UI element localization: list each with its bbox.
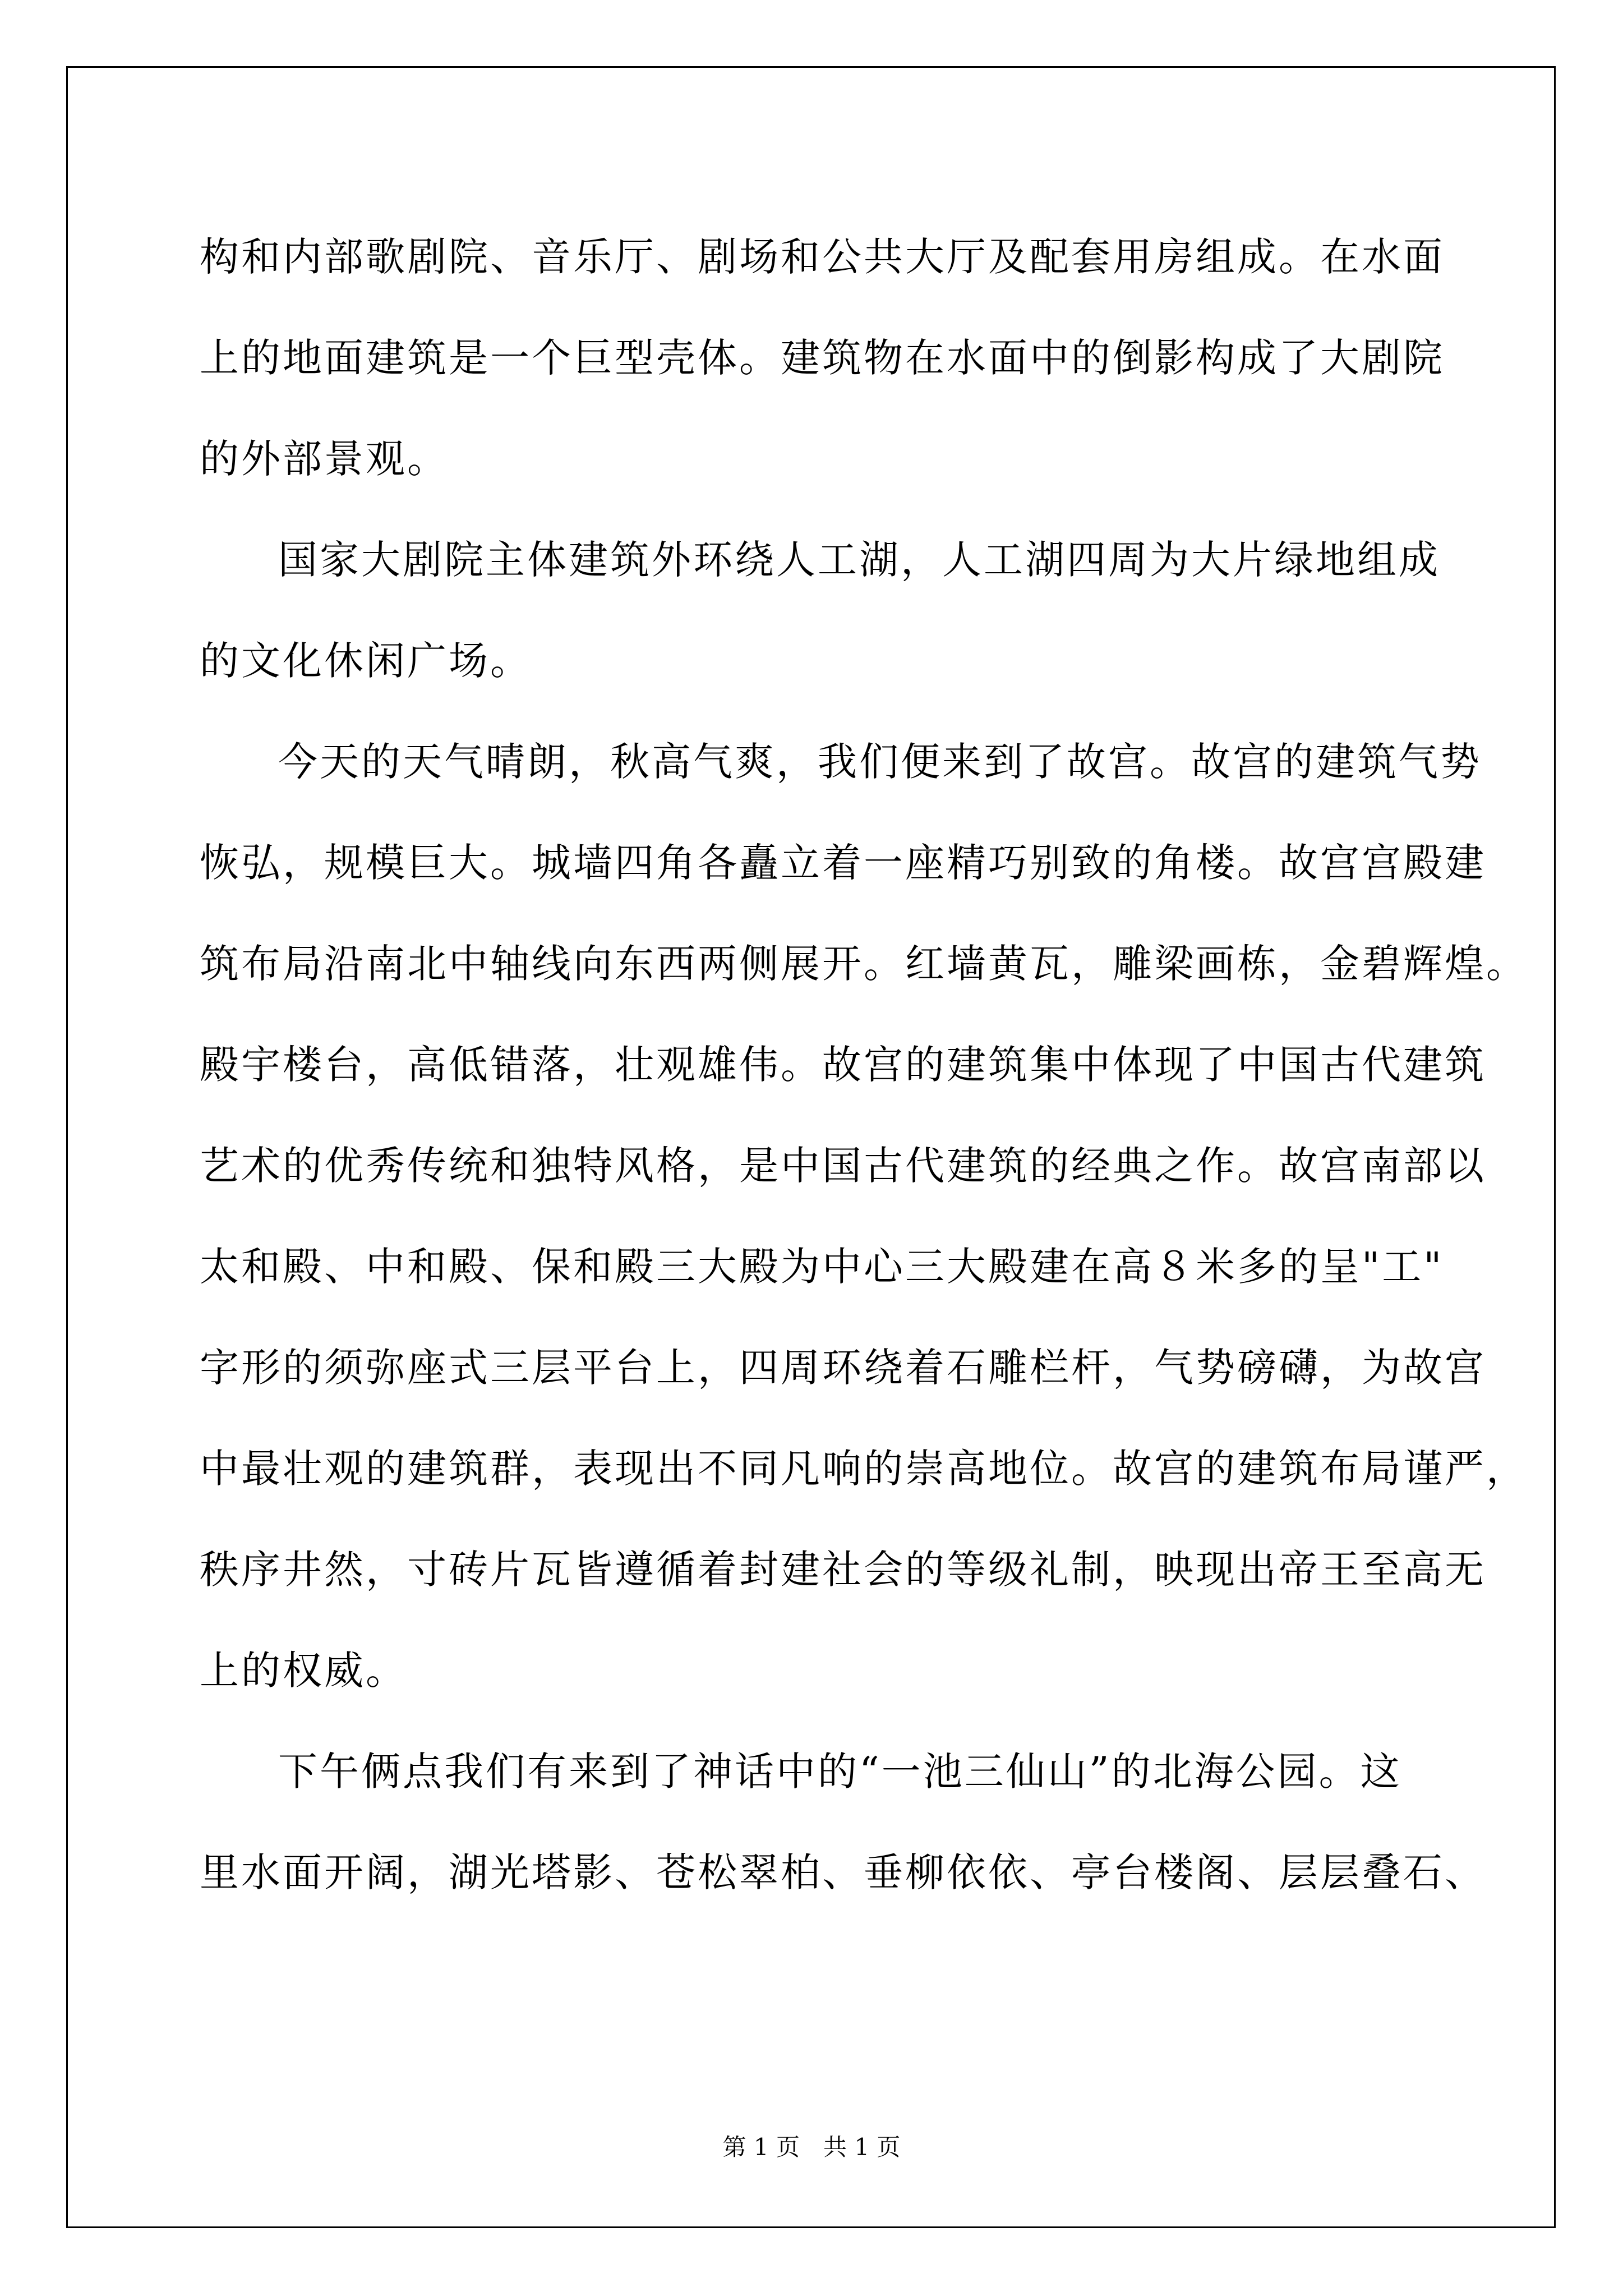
paragraph-3-line-7: 字形的须弥座式三层平台上，四周环绕着石雕栏杆，气势磅礴，为故宫 — [200, 1345, 1486, 1391]
paragraph-3-line-3: 筑布局沿南北中轴线向东西两侧展开。红墙黄瓦，雕梁画栋，金碧辉煌。 — [200, 941, 1528, 987]
paragraph-2-line-2: 的文化休闲广场。 — [200, 638, 532, 684]
document-body — [200, 206, 1528, 1923]
paragraph-3-line-2: 恢弘，规模巨大。城墙四角各矗立着一座精巧别致的角楼。故宫宫殿建 — [200, 840, 1486, 886]
paragraph-3-line-10: 上的权威。 — [200, 1648, 407, 1694]
paragraph-4-line-2: 里水面开阔，湖光塔影、苍松翠柏、垂柳依依、亭台楼阁、层层叠石、 — [200, 1849, 1486, 1895]
paragraph-3-line-9: 秩序井然，寸砖片瓦皆遵循着封建社会的等级礼制，映现出帝王至高无 — [200, 1547, 1486, 1593]
paragraph-1-line-1: 构和内部歌剧院、音乐厅、剧场和公共大厅及配套用房组成。在水面 — [200, 234, 1445, 280]
page-footer: 第 1 页 共 1 页 — [722, 2133, 901, 2161]
paragraph-3-line-8: 中最壮观的建筑群，表现出不同凡响的崇高地位。故宫的建筑布局谨严， — [200, 1446, 1528, 1492]
paragraph-1-line-2: 上的地面建筑是一个巨型壳体。建筑物在水面中的倒影构成了大剧院 — [200, 335, 1445, 381]
paragraph-3-line-5: 艺术的优秀传统和独特风格，是中国古代建筑的经典之作。故宫南部以 — [200, 1143, 1486, 1189]
paragraph-3-line-6: 太和殿、中和殿、保和殿三大殿为中心三大殿建在高８米多的呈"工" — [200, 1244, 1444, 1290]
paragraph-1-line-3: 的外部景观。 — [200, 436, 449, 482]
paragraph-4-line-1: 下午俩点我们有来到了神话中的“一池三仙山”的北海公园。这 — [278, 1749, 1402, 1795]
paragraph-3-line-4: 殿宇楼台，高低错落，壮观雄伟。故宫的建筑集中体现了中国古代建筑 — [200, 1042, 1486, 1088]
paragraph-3-line-1: 今天的天气晴朗，秋高气爽，我们便来到了故宫。故宫的建筑气势 — [278, 739, 1482, 785]
paragraph-2-line-1: 国家大剧院主体建筑外环绕人工湖，人工湖四周为大片绿地组成 — [278, 537, 1440, 583]
